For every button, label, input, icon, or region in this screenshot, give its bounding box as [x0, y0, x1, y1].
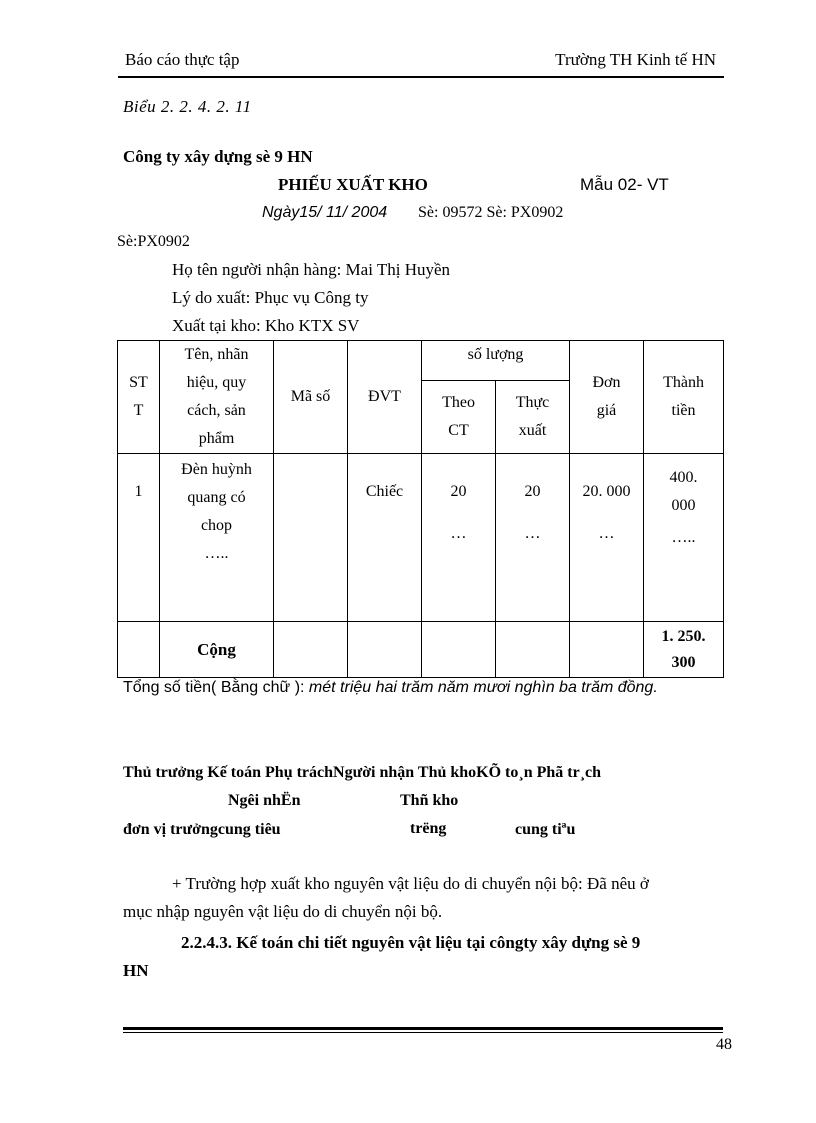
footer-rule-thick	[123, 1027, 723, 1030]
total-label: Cộng	[160, 622, 274, 678]
header-thuc-xuat-line: xuất	[518, 422, 547, 440]
table-total-row	[118, 622, 724, 678]
header-unit: ĐVT	[348, 341, 422, 454]
signature-supply: cung tiªu	[515, 821, 576, 838]
header-code: Mã số	[274, 341, 348, 454]
row-price-value: 20. 000	[582, 483, 631, 500]
signature-titles-line1: Thủ trưởng Kế toán Phụ tráchNgười nhận Thủ khoKÕ to¸n Phã tr¸ch	[123, 764, 602, 781]
header-price-line: Đơn	[592, 374, 621, 391]
warehouse-field: Xuất tại kho: Kho KTX SV	[172, 316, 360, 335]
total-thuc-xuat	[496, 622, 570, 678]
header-quantity: số lượng	[422, 341, 570, 381]
section-heading: 2.2.4.3. Kế toán chi tiết nguyên vật liệu tại côngty xây dựng sè 9	[181, 933, 641, 952]
total-amount-line: 300	[671, 654, 696, 671]
header-name-line: cách, sản	[187, 402, 246, 419]
header-stt	[118, 341, 160, 454]
row-unit-price	[570, 454, 644, 622]
signature-unit-head: đơn vị trưởngcung tiêu	[123, 821, 281, 838]
template-code: Mẫu 02- VT	[580, 175, 669, 194]
table-header-row	[118, 341, 724, 381]
header-name-line: Tên, nhãn	[184, 346, 249, 363]
row-theo-ct	[422, 454, 496, 622]
recipient-field: Họ tên người nhận hàng: Mai Thị Huyền	[172, 260, 451, 279]
row-product-name	[160, 454, 274, 622]
row-theo-ct-value: 20	[450, 483, 467, 500]
header-rule	[118, 76, 724, 78]
signature-chief: trëng	[410, 820, 447, 837]
form-reference: Biểu 2. 2. 4. 2. 11	[123, 97, 252, 116]
section-heading-cont: HN	[123, 961, 149, 980]
total-theo-ct	[422, 622, 496, 678]
header-thuc-xuat-line: Thực	[515, 394, 550, 412]
row-price-ellipsis: …	[598, 525, 615, 542]
total-stt	[118, 622, 160, 678]
row-name-line: Đèn huỳnh	[181, 461, 252, 478]
document-title: PHIẾU XUẤT KHO	[278, 175, 428, 194]
row-thuc-xuat-value: 20	[524, 483, 541, 500]
total-amount-line: 1. 250.	[661, 628, 706, 645]
row-name-line: chop	[200, 517, 233, 534]
table-row	[118, 454, 724, 622]
total-unit	[348, 622, 422, 678]
footer-rule-thin	[123, 1032, 723, 1033]
paragraph-line: + Trường hợp xuất kho nguyên vật liệu do di chuyển nội bộ: Đã nêu ở	[172, 874, 649, 893]
voucher-number: Sè:PX0902	[117, 233, 190, 250]
reason-field: Lý do xuất: Phục vụ Công ty	[172, 288, 369, 307]
row-thuc-xuat	[496, 454, 570, 622]
company-name: Công ty xây dựng sè 9 HN	[123, 147, 313, 166]
header-name-line: phẩm	[198, 430, 235, 447]
document-numbers: Sè: 09572 Sè: PX0902	[418, 204, 564, 221]
header-thuc-xuat	[496, 381, 570, 454]
amount-words-label: Tổng số tiền( Bằng chữ ):	[123, 679, 305, 696]
total-amount	[644, 622, 724, 678]
header-name-line: hiệu, quy	[186, 374, 247, 391]
header-amount-line: tiền	[671, 402, 696, 419]
row-name-line: …..	[204, 545, 229, 562]
header-right: Trường TH Kinh tế HN	[555, 50, 716, 69]
header-stt-line: T	[133, 402, 144, 419]
header-unit-price	[570, 341, 644, 454]
header-price-line: giá	[596, 402, 617, 419]
row-amount-line: 000	[671, 497, 696, 514]
header-left: Báo cáo thực tập	[125, 50, 240, 69]
row-theo-ct-ellipsis: …	[450, 525, 467, 542]
row-unit: Chiếc	[348, 454, 422, 622]
total-code	[274, 622, 348, 678]
row-thuc-xuat-ellipsis: …	[524, 525, 541, 542]
header-stt-line: ST	[129, 374, 148, 391]
issue-date: Ngày15/ 11/ 2004	[262, 204, 388, 221]
row-amount	[644, 454, 724, 622]
row-amount-line: 400.	[669, 469, 698, 486]
amount-words-value: mét triệu hai trăm năm mươi nghìn ba trăm đồng.	[308, 679, 658, 696]
header-theo-ct	[422, 381, 496, 454]
row-stt: 1	[118, 454, 160, 622]
signature-storekeeper: Thñ kho	[400, 792, 459, 809]
header-theo-ct-line: CT	[448, 422, 469, 440]
row-code	[274, 454, 348, 622]
page-number: 48	[716, 1036, 732, 1053]
paragraph-line: mục nhập nguyên vật liệu do di chuyển nội bộ.	[123, 902, 443, 921]
header-amount-line: Thành	[663, 374, 704, 391]
row-amount-ellipsis: …..	[671, 529, 696, 546]
goods-issue-table	[117, 340, 724, 678]
header-theo-ct-line: Theo	[442, 394, 475, 412]
total-price	[570, 622, 644, 678]
header-amount	[644, 341, 724, 454]
amount-in-words	[123, 679, 658, 697]
row-name-line: quang có	[187, 489, 246, 506]
header-product-name	[160, 341, 274, 454]
signature-recipient: Ngêi nhËn	[228, 792, 301, 809]
